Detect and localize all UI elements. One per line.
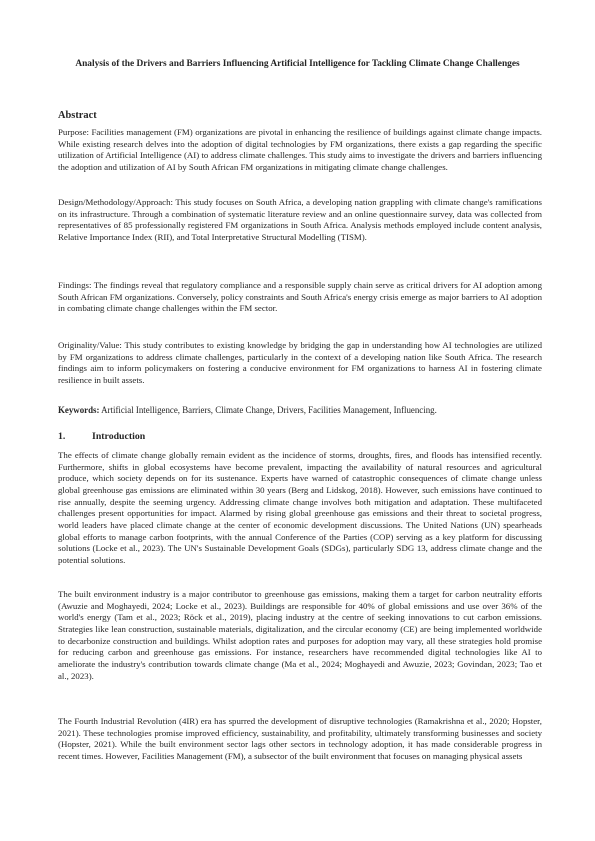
abstract-findings: Findings: The findings reveal that regulatory compliance and a responsible supply chain serve as critical drivers for AI adoption among South African FM organizations. Conversely, policy constraints and South Africa's energy crisis emerge as major barriers to AI adoption in combating climate change challenges within the FM sector.: [58, 280, 542, 314]
abstract-purpose: Purpose: Facilities management (FM) organizations are pivotal in enhancing the resilience of buildings against climate change impacts. While existing research delves into the adoption of digital technologies by FM organizations, there exists a gap regarding the specific utilization of Artificial Intelligence (AI) to address climate challenges. This study aims to investigate the drivers and barriers influencing the adoption and utilization of AI by South African FM organizations in mitigating climate change challenges.: [58, 127, 542, 172]
intro-paragraph-3: The Fourth Industrial Revolution (4IR) era has spurred the development of disruptive technologies (Ramakrishna et al., 2020; Hopster, 2021). These technologies promise improved efficiency, sustainability, and profitability, ultimately transforming businesses and society (Hopster, 2021). While the built environment sector lags other sectors in technology adoption, it has made considerable progress in recent times. However, Facilities Management (FM), a subsector of the built environment that focuses on managing physical assets: [58, 716, 542, 761]
keywords-label: Keywords:: [58, 405, 100, 415]
section-heading: [58, 431, 145, 442]
intro-paragraph-1: The effects of climate change globally remain evident as the incidence of storms, droughts, fires, and floods has intensified recently. Furthermore, shifts in global ecosystems have become prevalent, impacting the availability of natural resources and agricultural produce, which society depends on for its sustenance. Experts have warned of catastrophic consequences of climate change unless global greenhouse gas emissions are eliminated within 30 years (Berg and Lidskog, 2018). However, such emissions have continued to rise annually, despite the seeming urgency. Addressing climate change involves both mitigation and adaptation. These multifaceted challenges present opportunities for impact. Alarmed by rising global greenhouse gas emissions and their threat to societal progress, world leaders have placed climate change at the center of economic development discussions. The United Nations (UN) spearheads global efforts to manage carbon footprints, with the annual Conference of the Parties (COP) serving as a key platform for discussing solutions (Locke et al., 2023). The UN's Sustainable Development Goals (SDGs), particularly SDG 13, address climate change and the potential solutions.: [58, 450, 542, 565]
abstract-heading: Abstract: [58, 110, 97, 121]
abstract-design: Design/Methodology/Approach: This study focuses on South Africa, a developing nation grappling with climate change's ramifications on its infrastructure. Through a combination of systematic literature review and an online questionnaire survey, data was collected from representatives of 85 professionally registered FM organizations in South Africa. Analysis methods employed include content analysis, Relative Importance Index (RII), and Total Interpretative Structural Modelling (TISM).: [58, 197, 542, 242]
keywords-text: Artificial Intelligence, Barriers, Climate Change, Drivers, Facilities Management, Influencing.: [99, 405, 437, 415]
paper-title: Analysis of the Drivers and Barriers Influencing Artificial Intelligence for Tackling Climate Change Challenges: [75, 59, 520, 69]
section-number: 1.: [58, 431, 66, 442]
intro-paragraph-2: The built environment industry is a major contributor to greenhouse gas emissions, making them a target for carbon neutrality efforts (Awuzie and Moghayedi, 2024; Locke et al., 2023). Buildings are responsible for 40% of global emissions and use over 36% of the world's energy (Tam et al., 2023; Röck et al., 2019), placing industry at the centre of seeking innovations to cut carbon emissions. Strategies like lean construction, sustainable materials, digitalization, and the circular economy (CE) are being implemented worldwide to decarbonize construction and buildings. Whilst adoption rates and purposes for adoption may vary, all these strategies hold promise for reducing carbon and greenhouse gas emissions. For instance, researchers have recommended digital technologies like AI to ameliorate the industry's contribution towards climate change (Ma et al., 2024; Moghayedi and Awuzie, 2023; Govindan, 2023; Tao et al., 2023).: [58, 589, 542, 681]
keywords: [58, 405, 542, 417]
abstract-originality: Originality/Value: This study contributes to existing knowledge by bridging the gap in understanding how AI technologies are utilized by FM organizations to address climate challenges, particularly in the context of a developing nation like South Africa. The research findings aim to inform policymakers on fostering a conducive environment for FM organizations to harness AI in fostering climate resilience in built assets.: [58, 340, 542, 385]
section-title: Introduction: [92, 431, 146, 442]
